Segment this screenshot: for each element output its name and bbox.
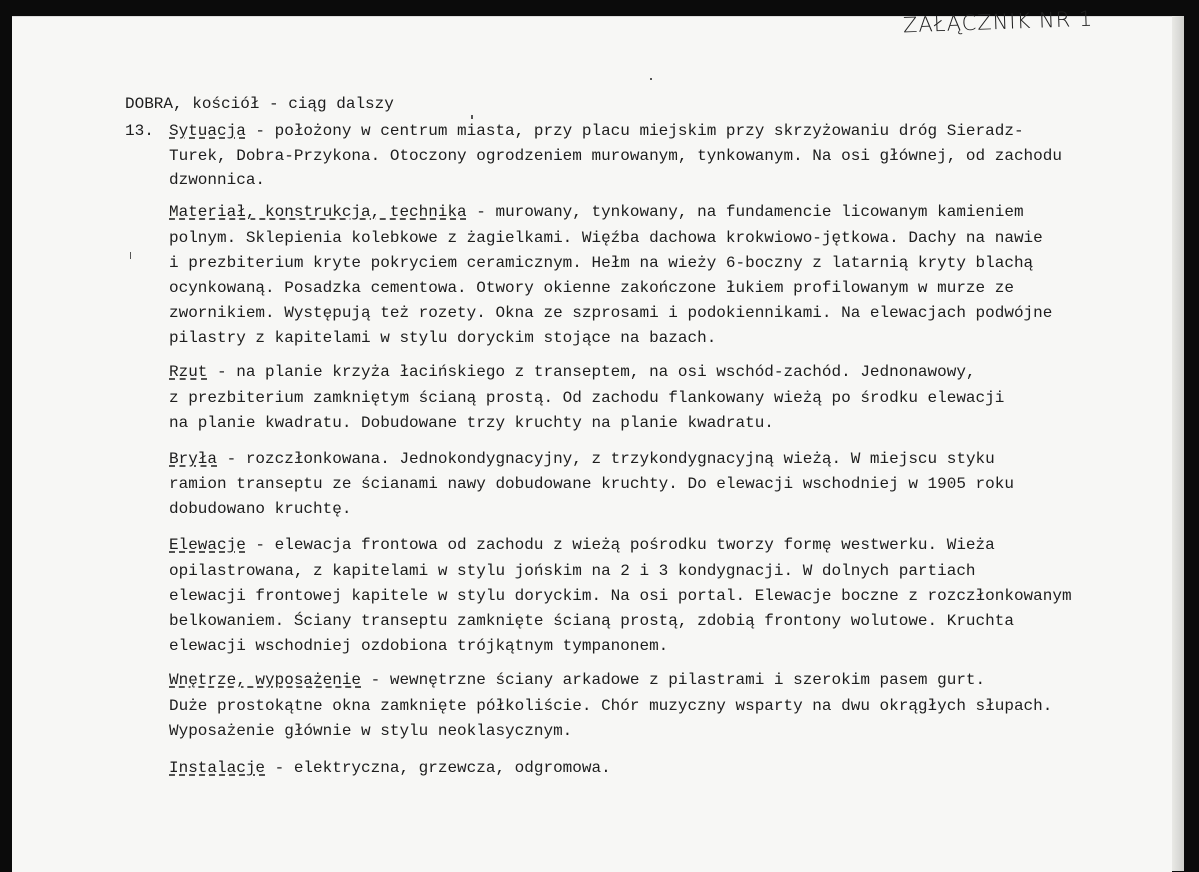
section-first-line (169, 362, 976, 382)
section-first-line (169, 202, 1024, 222)
section-first-line (169, 535, 995, 555)
section-line: dzwonnica. (169, 171, 266, 189)
section-line: opilastrowana, z kapitelami w stylu jońskim na 2 i 3 kondygnacji. W dolnych partiach (169, 562, 976, 580)
document-page (12, 16, 1172, 872)
section-line: i prezbiterium kryte pokryciem ceramicznym. Hełm na wieży 6-boczny z latarnią kryty blachą (169, 254, 1034, 272)
section-line: polnym. Sklepienia kolebkowe z żagielkami. Więźba dachowa krokwiowo-jętkowa. Dachy na nawie (169, 229, 1043, 247)
section-text: - elektryczna, grzewcza, odgromowa. (265, 759, 611, 777)
section-text: - na planie krzyża łacińskiego z transeptem, na osi wschód-zachód. Jednonawowy, (207, 363, 976, 381)
section-text: - elewacja frontowa od zachodu z wieżą pośrodku tworzy formę westwerku. Wieża (245, 536, 995, 554)
scan-mark (650, 78, 652, 80)
section-line: Turek, Dobra-Przykona. Otoczony ogrodzeniem murowanym, tynkowanym. Na osi głównej, od zachodu (169, 147, 1062, 165)
section-line: dobudowano kruchtę. (169, 500, 352, 518)
section-line: na planie kwadratu. Dobudowane trzy kruchty na planie kwadratu. (169, 414, 774, 432)
handwritten-annotation: ZAŁĄCZNIK NR 1 (902, 6, 1094, 38)
section-heading: Rzut (169, 363, 208, 381)
scan-mark (130, 252, 131, 259)
section-text: - wewnętrzne ściany arkadowe z pilastrami i szerokim pasem gurt. (361, 671, 986, 689)
section-heading: Bryła (169, 450, 218, 468)
section-text: - rozczłonkowana. Jednokondygnacyjny, z trzykondygnacyjną wieżą. W miejscu styku (217, 450, 995, 468)
section-first-line (169, 121, 1024, 141)
section-line: z prezbiterium zamkniętym ścianą prostą. Od zachodu flankowany wieżą po środku elewacji (169, 389, 1005, 407)
section-heading: Materiał, konstrukcja, technika (169, 203, 467, 221)
page-edge (1172, 16, 1184, 871)
section-line: ramion transeptu ze ścianami nawy dobudowane kruchty. Do elewacji wschodniej w 1905 roku (169, 475, 1014, 493)
section-heading: Sytuacja (169, 122, 246, 140)
section-heading: Elewacje (169, 536, 246, 554)
section-line: Wyposażenie głównie w stylu neoklasycznym. (169, 722, 573, 740)
section-line: zwornikiem. Występują też rozety. Okna ze szprosami i podokiennikami. Na elewacjach podwójne (169, 304, 1053, 322)
section-line: ocynkowaną. Posadzka cementowa. Otwory okienne zakończone łukiem profilowanym w murze ze (169, 279, 1014, 297)
section-line: Duże prostokątne okna zamknięte półkoliście. Chór muzyczny wsparty na dwu okrągłych słupach. (169, 697, 1053, 715)
section-first-line (169, 449, 995, 469)
section-text: - murowany, tynkowany, na fundamencie licowanym kamieniem (466, 203, 1024, 221)
document-header: DOBRA, kościół - ciąg dalszy (125, 95, 394, 113)
section-heading: Instalacje (169, 759, 266, 777)
section-text: - położony w centrum miasta, przy placu miejskim przy skrzyżowaniu dróg Sieradz- (245, 122, 1024, 140)
section-first-line (169, 758, 611, 778)
section-line: elewacji wschodniej ozdobiona trójkątnym tympanonem. (169, 637, 669, 655)
section-heading: Wnętrze, wyposażenie (169, 671, 362, 689)
scan-mark (471, 115, 473, 119)
section-first-line (169, 670, 985, 690)
section-line: belkowaniem. Ściany transeptu zamknięte ścianą prostą, zdobią frontony wolutowe. Kruchta (169, 612, 1014, 630)
section-line: elewacji frontowej kapitele w stylu doryckim. Na osi portal. Elewacje boczne z rozczłonkowanym (169, 587, 1072, 605)
section-line: pilastry z kapitelami w stylu doryckim stojące na bazach. (169, 329, 717, 347)
item-number: 13. (125, 122, 154, 140)
